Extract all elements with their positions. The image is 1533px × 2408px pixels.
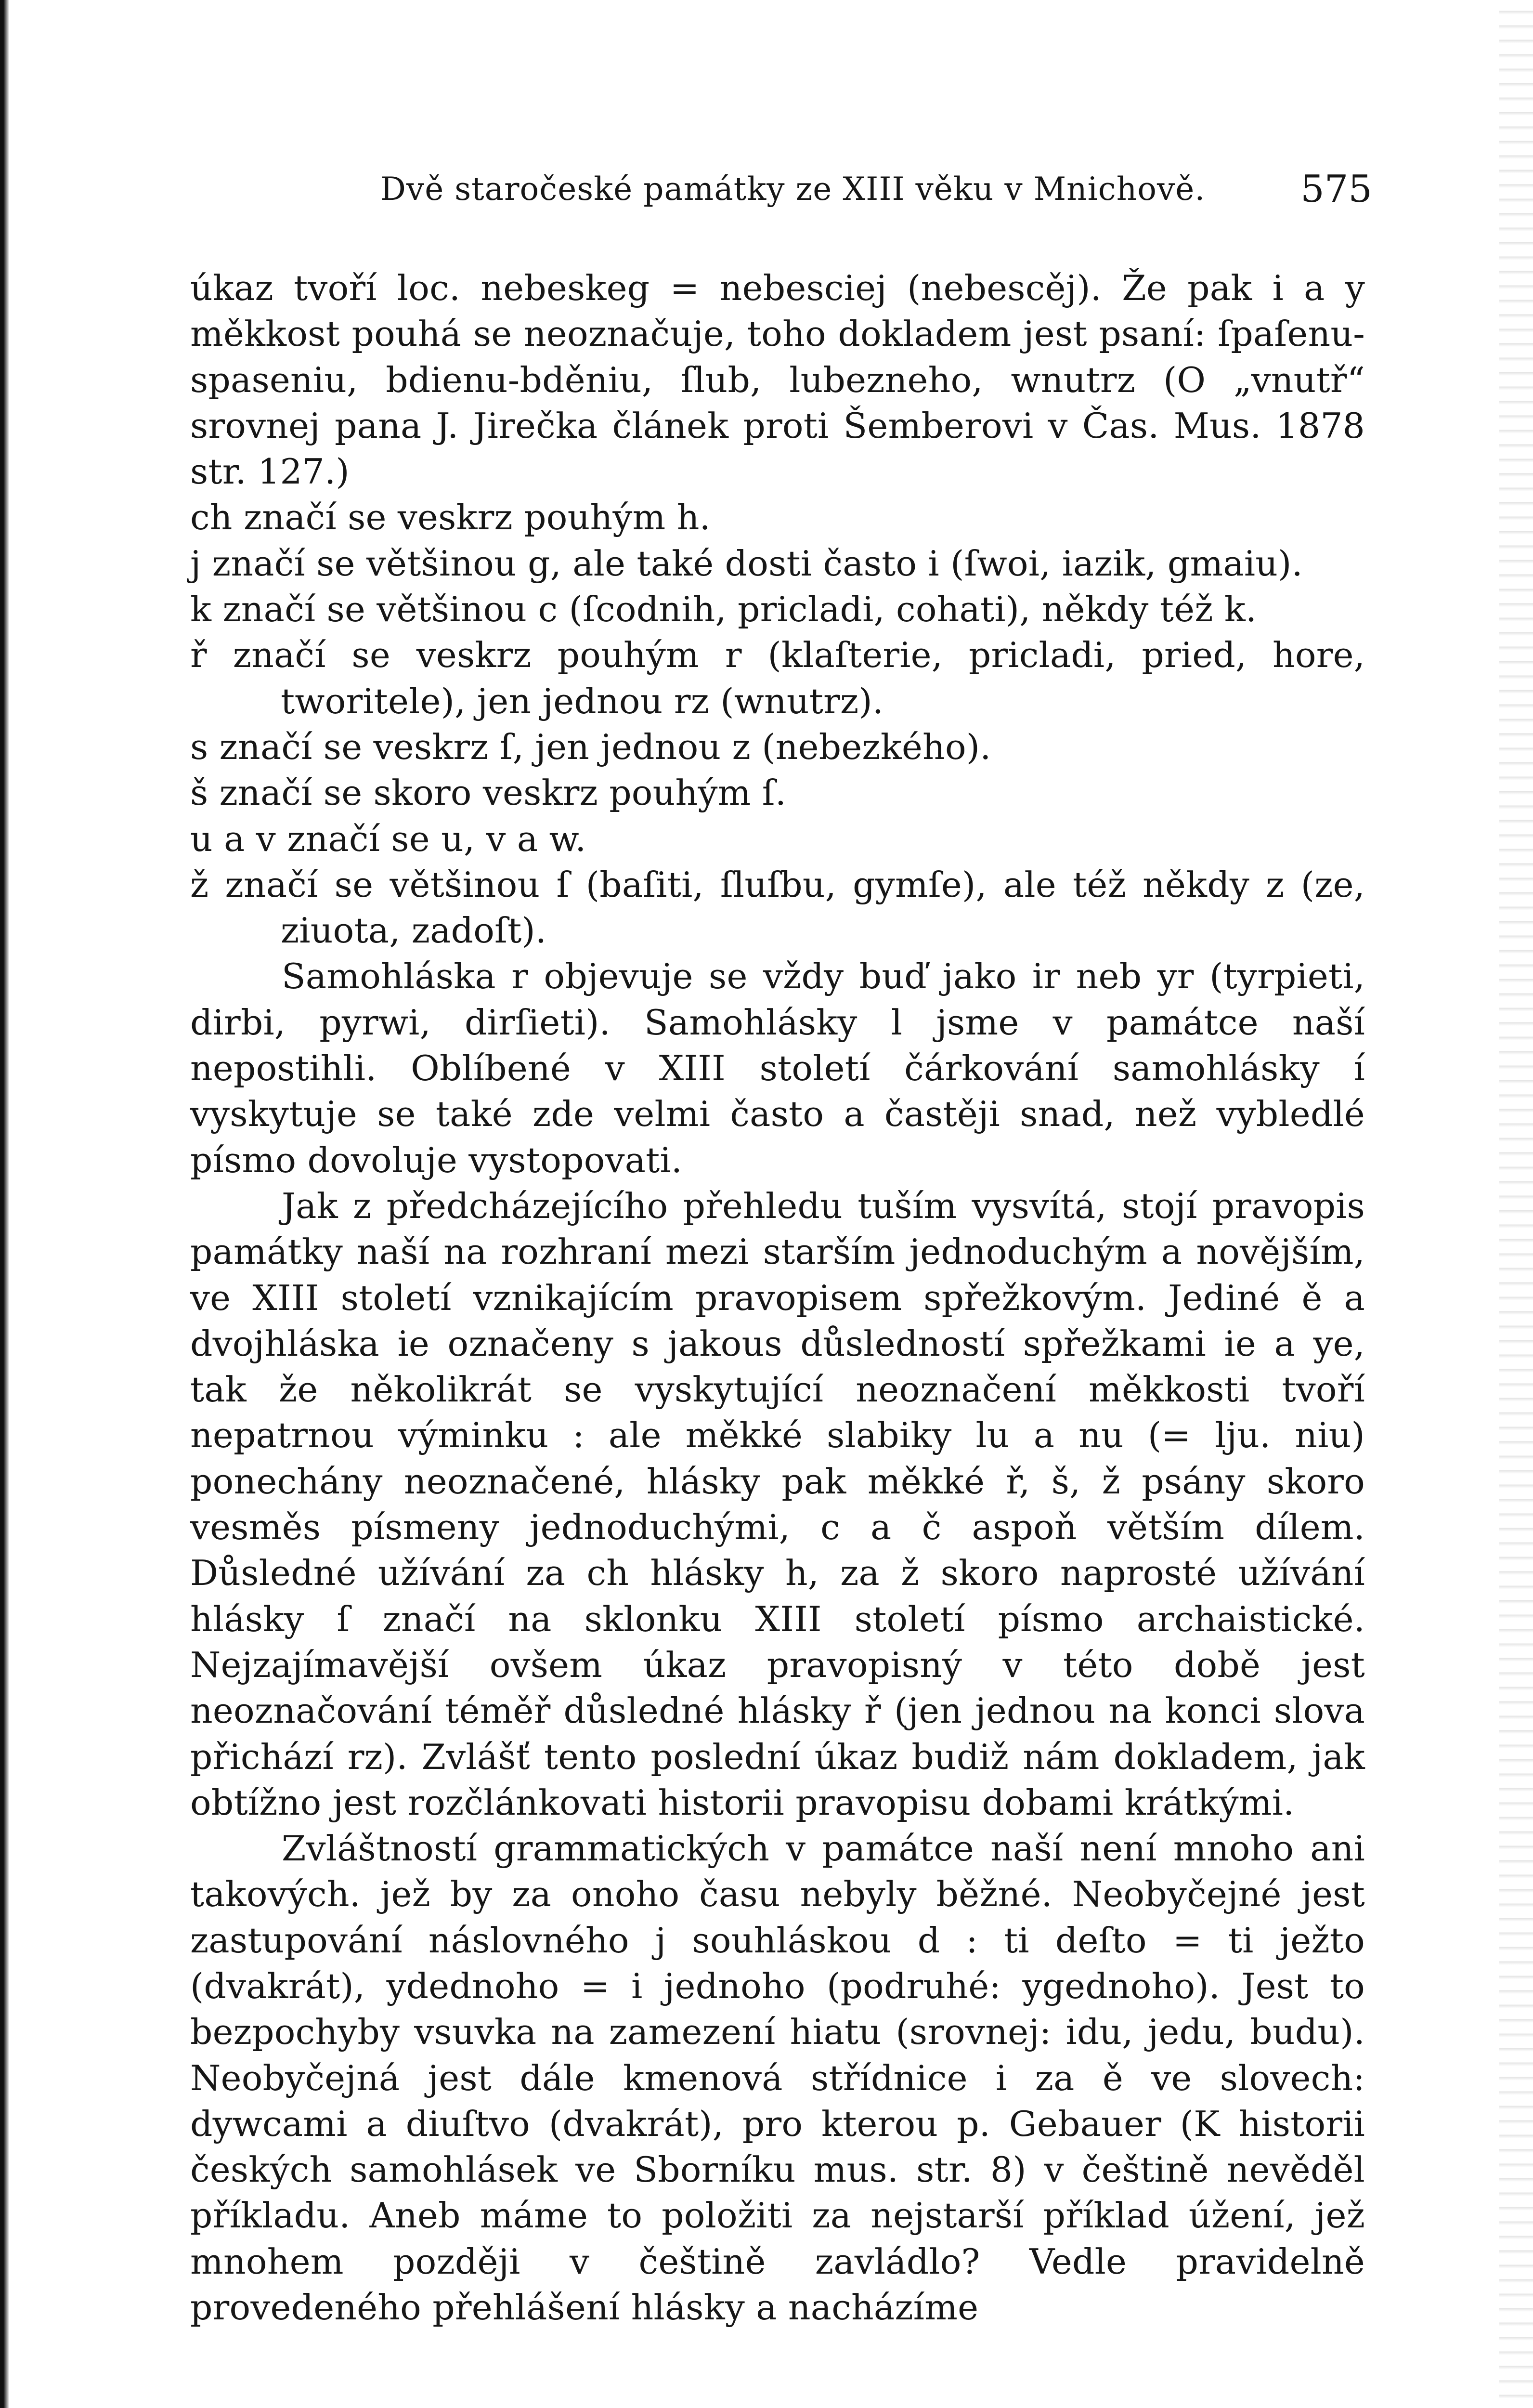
- rule-r: ř značí se veskrz pouhým r (klaſterie, pricladi, pried, hore, tworitele), jen jednou rz (wnutrz).: [190, 635, 1365, 722]
- rule-zh: ž značí se většinou ſ (baſiti, ſluſbu, gymſe), ale též někdy z (ze, ziuota, zadoſt).: [190, 864, 1365, 952]
- paragraph-pravopis: Jak z předcházejícího přehledu tuším vysvítá, stojí pravopis památky naší na rozhraní mezi starším jednoduchým a novějším, ve XIII století vznikajícím pravopisem spřežkovým. Jediné ě a dvojhláska ie označeny s jakous důsledností spřežkami ie a ye, tak že několikrát se vyskytující neoznačení měkkosti tvoří nepatrnou výminku : ale měkké slabiky lu a nu (= lju. niu) ponechány neoznačené, hlásky pak měkké ř, š, ž psány skoro vesměs písmeny jednoduchými, c a č aspoň větším dílem. Důsledné užívání za ch hlásky h, za ž skoro naprosté užívání hlásky ſ značí na sklonku XIII století písmo archaistické. Nejzajímavější ovšem úkaz pravopisný v této době jest neoznačování téměř důsledné hlásky ř (jen jednou na konci slova přichází rz). Zvlášť tento poslední úkaz budiž nám dokladem, jak obtížno jest rozčlánkovati historii pravopisu dobami krátkými.: [190, 1186, 1365, 1823]
- paragraph-zvlastnosti: Zvláštností grammatických v památce naší není mnoho ani takových. jež by za onoho času nebyly běžné. Neobyčejné jest zastupování náslovného j souhláskou d : ti deſto = ti ježto (dvakrát), ydednoho = i jednoho (podruhé: ygednoho). Jest to bezpochyby vsuvka na zamezení hiatu (srovnej: idu, jedu, budu). Neobyčejná jest dále kmenová střídnice i za ě ve slovech: dywcami a diuſtvo (dvakrát), pro kterou p. Gebauer (K historii českých samohlásek ve Sborníku mus. str. 8) v češtině nevěděl příkladu. Aneb máme to položiti za nejstarší příklad úžení, jež mnohem později v češtině zavládlo? Vedle pravidelně provedeného přehlášení hlásky a nacházíme: [190, 1829, 1365, 2329]
- intro-paragraph: úkaz tvoří loc. nebeskeg = nebesciej (nebescěj). Že pak i a y měkkost pouhá se neoznačuje, toho dokladem jest psaní: ſpaſenu-spaseniu, bdienu-bděniu, ſlub, lubezneho, wnutrz (O „vnutř“ srovnej pana J. Jirečka článek proti Šemberovi v Čas. Mus. 1878 str. 127.): [190, 268, 1365, 493]
- scan-right-edge: [1499, 0, 1533, 2408]
- rule-uv: u a v značí se u, v a w.: [190, 819, 586, 860]
- running-header: [380, 163, 1372, 216]
- scan-left-edge: [0, 0, 9, 2408]
- page-number: 575: [1300, 168, 1372, 211]
- rule-k: k značí se většinou c (ſcodnih, pricladi, cohati), někdy též k.: [190, 589, 1257, 630]
- rule-s: s značí se veskrz ſ, jen jednou z (nebezkého).: [190, 727, 991, 768]
- page-body: [190, 266, 1365, 2331]
- rule-sh: š značí se skoro veskrz pouhým ſ.: [190, 773, 787, 814]
- header-title: Dvě staročeské památky ze XIII věku v Mnichově.: [380, 170, 1206, 208]
- paragraph-samohlaska: Samohláska r objevuje se vždy buď jako ir neb yr (tyrpieti, dirbi, pyrwi, dirſieti). Samohlásky l jsme v památce naší nepostihli. Oblíbené v XIII století čárkování samohlásky í vyskytuje se také zde velmi často a častěji snad, než vybledlé písmo dovoluje vystopovati.: [190, 956, 1365, 1181]
- rule-j: j značí se většinou g, ale také dosti často i (ſwoi, iazik, gmaiu).: [190, 543, 1303, 584]
- rule-ch: ch značí se veskrz pouhým h.: [190, 497, 711, 538]
